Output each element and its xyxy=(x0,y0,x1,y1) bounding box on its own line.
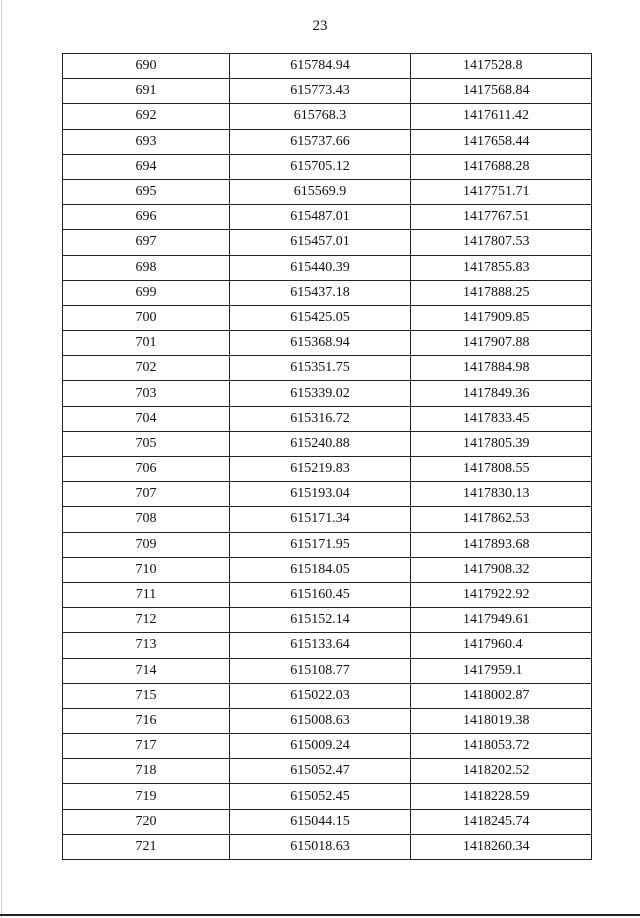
x-coordinate-cell: 615133.64 xyxy=(230,633,411,658)
y-coordinate-cell: 1417922.92 xyxy=(411,582,592,607)
x-coordinate-cell: 615773.43 xyxy=(230,79,411,104)
point-number-cell: 702 xyxy=(63,356,230,381)
coordinates-table-body xyxy=(63,54,592,860)
x-coordinate-cell: 615487.01 xyxy=(230,205,411,230)
y-coordinate-cell: 1417949.61 xyxy=(411,608,592,633)
table-row xyxy=(63,809,592,834)
y-coordinate-cell: 1417908.32 xyxy=(411,557,592,582)
table-row xyxy=(63,305,592,330)
y-coordinate-cell: 1418245.74 xyxy=(411,809,592,834)
table-row xyxy=(63,784,592,809)
point-number-cell: 698 xyxy=(63,255,230,280)
table-row xyxy=(63,834,592,859)
x-coordinate-cell: 615737.66 xyxy=(230,129,411,154)
point-number-cell: 707 xyxy=(63,482,230,507)
table-row xyxy=(63,658,592,683)
x-coordinate-cell: 615008.63 xyxy=(230,708,411,733)
table-row xyxy=(63,683,592,708)
y-coordinate-cell: 1418002.87 xyxy=(411,683,592,708)
x-coordinate-cell: 615569.9 xyxy=(230,179,411,204)
x-coordinate-cell: 615052.45 xyxy=(230,784,411,809)
table-row xyxy=(63,457,592,482)
coordinates-table xyxy=(62,53,592,860)
point-number-cell: 719 xyxy=(63,784,230,809)
x-coordinate-cell: 615171.95 xyxy=(230,532,411,557)
x-coordinate-cell: 615351.75 xyxy=(230,356,411,381)
point-number-cell: 708 xyxy=(63,507,230,532)
y-coordinate-cell: 1417808.55 xyxy=(411,457,592,482)
point-number-cell: 703 xyxy=(63,381,230,406)
y-coordinate-cell: 1418260.34 xyxy=(411,834,592,859)
table-row xyxy=(63,507,592,532)
point-number-cell: 696 xyxy=(63,205,230,230)
point-number-cell: 717 xyxy=(63,734,230,759)
point-number-cell: 704 xyxy=(63,406,230,431)
y-coordinate-cell: 1417893.68 xyxy=(411,532,592,557)
y-coordinate-cell: 1417888.25 xyxy=(411,280,592,305)
table-row xyxy=(63,79,592,104)
point-number-cell: 690 xyxy=(63,54,230,79)
x-coordinate-cell: 615316.72 xyxy=(230,406,411,431)
x-coordinate-cell: 615009.24 xyxy=(230,734,411,759)
table-row xyxy=(63,406,592,431)
y-coordinate-cell: 1417855.83 xyxy=(411,255,592,280)
x-coordinate-cell: 615171.34 xyxy=(230,507,411,532)
x-coordinate-cell: 615240.88 xyxy=(230,431,411,456)
y-coordinate-cell: 1418228.59 xyxy=(411,784,592,809)
y-coordinate-cell: 1417909.85 xyxy=(411,305,592,330)
table-row xyxy=(63,179,592,204)
x-coordinate-cell: 615193.04 xyxy=(230,482,411,507)
x-coordinate-cell: 615368.94 xyxy=(230,331,411,356)
table-row xyxy=(63,381,592,406)
point-number-cell: 697 xyxy=(63,230,230,255)
x-coordinate-cell: 615044.15 xyxy=(230,809,411,834)
y-coordinate-cell: 1417688.28 xyxy=(411,154,592,179)
x-coordinate-cell: 615425.05 xyxy=(230,305,411,330)
table-row xyxy=(63,557,592,582)
point-number-cell: 691 xyxy=(63,79,230,104)
y-coordinate-cell: 1417833.45 xyxy=(411,406,592,431)
table-row xyxy=(63,482,592,507)
x-coordinate-cell: 615052.47 xyxy=(230,759,411,784)
point-number-cell: 716 xyxy=(63,708,230,733)
point-number-cell: 700 xyxy=(63,305,230,330)
x-coordinate-cell: 615022.03 xyxy=(230,683,411,708)
table-row xyxy=(63,255,592,280)
point-number-cell: 721 xyxy=(63,834,230,859)
point-number-cell: 718 xyxy=(63,759,230,784)
scan-edge-line xyxy=(1,0,2,918)
y-coordinate-cell: 1417807.53 xyxy=(411,230,592,255)
y-coordinate-cell: 1417884.98 xyxy=(411,356,592,381)
y-coordinate-cell: 1417658.44 xyxy=(411,129,592,154)
table-row xyxy=(63,708,592,733)
point-number-cell: 712 xyxy=(63,608,230,633)
point-number-cell: 701 xyxy=(63,331,230,356)
x-coordinate-cell: 615437.18 xyxy=(230,280,411,305)
x-coordinate-cell: 615018.63 xyxy=(230,834,411,859)
y-coordinate-cell: 1417528.8 xyxy=(411,54,592,79)
x-coordinate-cell: 615768.3 xyxy=(230,104,411,129)
y-coordinate-cell: 1417751.71 xyxy=(411,179,592,204)
table-row xyxy=(63,431,592,456)
point-number-cell: 699 xyxy=(63,280,230,305)
x-coordinate-cell: 615160.45 xyxy=(230,582,411,607)
x-coordinate-cell: 615705.12 xyxy=(230,154,411,179)
point-number-cell: 714 xyxy=(63,658,230,683)
x-coordinate-cell: 615457.01 xyxy=(230,230,411,255)
y-coordinate-cell: 1418019.38 xyxy=(411,708,592,733)
point-number-cell: 694 xyxy=(63,154,230,179)
point-number-cell: 705 xyxy=(63,431,230,456)
table-row xyxy=(63,129,592,154)
point-number-cell: 706 xyxy=(63,457,230,482)
y-coordinate-cell: 1417849.36 xyxy=(411,381,592,406)
point-number-cell: 693 xyxy=(63,129,230,154)
table-row xyxy=(63,205,592,230)
point-number-cell: 720 xyxy=(63,809,230,834)
x-coordinate-cell: 615440.39 xyxy=(230,255,411,280)
table-row xyxy=(63,532,592,557)
x-coordinate-cell: 615108.77 xyxy=(230,658,411,683)
page-number: 23 xyxy=(312,18,328,34)
point-number-cell: 695 xyxy=(63,179,230,204)
scan-bottom-edge xyxy=(0,914,640,916)
point-number-cell: 709 xyxy=(63,532,230,557)
y-coordinate-cell: 1417907.88 xyxy=(411,331,592,356)
y-coordinate-cell: 1417568.84 xyxy=(411,79,592,104)
point-number-cell: 711 xyxy=(63,582,230,607)
table-row xyxy=(63,608,592,633)
y-coordinate-cell: 1417960.4 xyxy=(411,633,592,658)
table-row xyxy=(63,280,592,305)
point-number-cell: 715 xyxy=(63,683,230,708)
table-row xyxy=(63,356,592,381)
point-number-cell: 710 xyxy=(63,557,230,582)
y-coordinate-cell: 1417767.51 xyxy=(411,205,592,230)
x-coordinate-cell: 615784.94 xyxy=(230,54,411,79)
table-row xyxy=(63,331,592,356)
y-coordinate-cell: 1417862.53 xyxy=(411,507,592,532)
y-coordinate-cell: 1417805.39 xyxy=(411,431,592,456)
table-row xyxy=(63,230,592,255)
x-coordinate-cell: 615184.05 xyxy=(230,557,411,582)
x-coordinate-cell: 615339.02 xyxy=(230,381,411,406)
table-row xyxy=(63,154,592,179)
table-row xyxy=(63,633,592,658)
table-row xyxy=(63,759,592,784)
table-row xyxy=(63,104,592,129)
x-coordinate-cell: 615219.83 xyxy=(230,457,411,482)
table-row xyxy=(63,582,592,607)
y-coordinate-cell: 1417830.13 xyxy=(411,482,592,507)
y-coordinate-cell: 1418053.72 xyxy=(411,734,592,759)
y-coordinate-cell: 1418202.52 xyxy=(411,759,592,784)
table-row xyxy=(63,54,592,79)
table-row xyxy=(63,734,592,759)
x-coordinate-cell: 615152.14 xyxy=(230,608,411,633)
point-number-cell: 692 xyxy=(63,104,230,129)
point-number-cell: 713 xyxy=(63,633,230,658)
y-coordinate-cell: 1417611.42 xyxy=(411,104,592,129)
y-coordinate-cell: 1417959.1 xyxy=(411,658,592,683)
